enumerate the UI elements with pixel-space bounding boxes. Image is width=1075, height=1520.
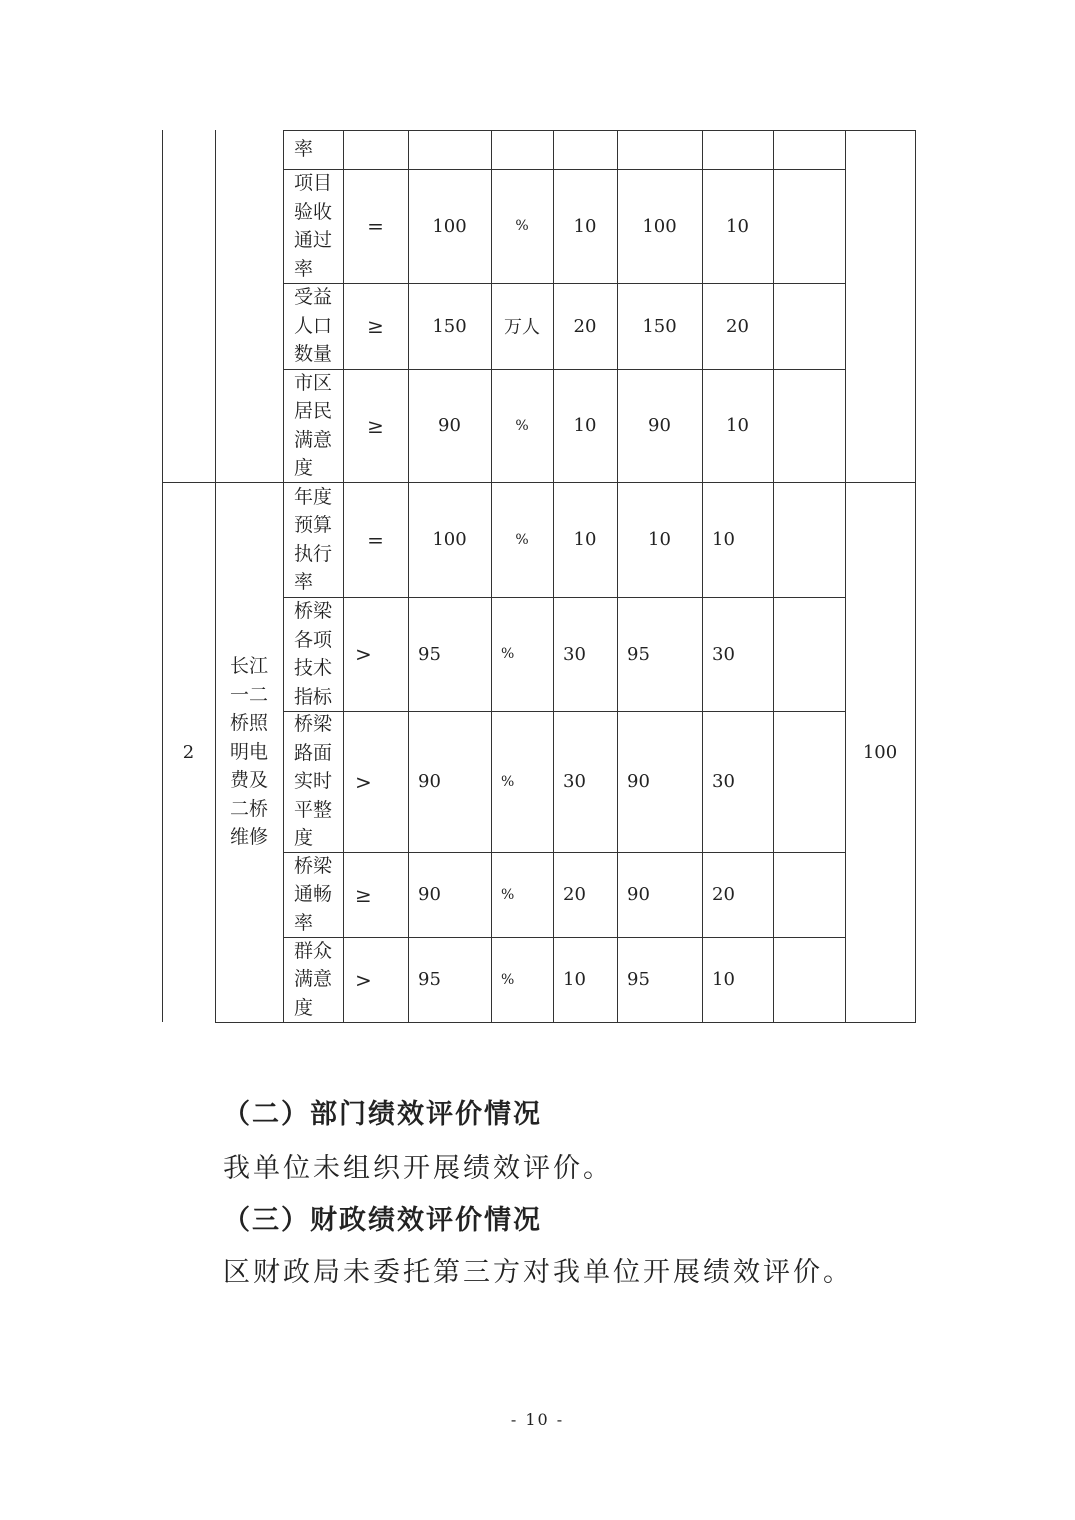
score-cell bbox=[702, 369, 773, 482]
unit: % bbox=[501, 773, 515, 790]
actual-value: 90 bbox=[648, 415, 671, 436]
operator-cell bbox=[343, 852, 408, 937]
score: 30 bbox=[712, 771, 735, 792]
project-total-cell bbox=[845, 482, 915, 1022]
project-number: 2 bbox=[182, 741, 195, 763]
weight-cell bbox=[553, 169, 617, 283]
weight: 20 bbox=[573, 315, 597, 337]
unit-cell bbox=[491, 937, 553, 1022]
weight-cell bbox=[553, 937, 617, 1022]
unit: % bbox=[515, 531, 529, 548]
target-cell bbox=[408, 937, 491, 1022]
operator-cell bbox=[343, 283, 408, 369]
weight-cell bbox=[553, 369, 617, 482]
page-number: - 10 - bbox=[510, 1410, 565, 1429]
actual-value: 90 bbox=[627, 884, 650, 905]
unit-cell bbox=[491, 369, 553, 482]
target-value: 90 bbox=[418, 884, 441, 905]
actual-value: 90 bbox=[627, 771, 650, 792]
unit: % bbox=[515, 218, 529, 234]
paragraph-fiscal-evaluation: 区财政局未委托第三方对我单位开展绩效评价。 bbox=[223, 1257, 853, 1288]
unit: 万人 bbox=[504, 317, 540, 338]
target-cell bbox=[408, 482, 491, 597]
section-heading-department-evaluation: （二）部门绩效评价情况 bbox=[223, 1099, 542, 1130]
target-cell bbox=[408, 283, 491, 369]
target-cell bbox=[408, 711, 491, 852]
project-name-cell bbox=[215, 482, 283, 1022]
target-cell bbox=[408, 597, 491, 711]
indicator-cell bbox=[283, 711, 343, 852]
actual-value: 150 bbox=[642, 315, 677, 337]
operator: ≥ bbox=[367, 314, 384, 338]
indicator-cell bbox=[283, 130, 343, 169]
indicator-cell bbox=[283, 283, 343, 369]
indicator-cell bbox=[283, 369, 343, 482]
operator-cell bbox=[343, 369, 408, 482]
project-name: 长江一二桥照明电费及二桥维修 bbox=[229, 655, 268, 849]
target-value: 100 bbox=[432, 215, 467, 237]
project-total-score: 100 bbox=[862, 741, 898, 763]
actual-cell bbox=[617, 937, 702, 1022]
grid-vline bbox=[773, 130, 774, 1022]
project-number-cell bbox=[162, 482, 215, 1022]
unit: % bbox=[501, 886, 515, 903]
score: 30 bbox=[712, 643, 735, 665]
actual-cell bbox=[617, 369, 702, 482]
operator: = bbox=[367, 214, 384, 238]
weight: 30 bbox=[563, 771, 586, 792]
indicator-name: 桥梁路面实时平整度 bbox=[294, 713, 333, 850]
indicator-name: 率 bbox=[294, 138, 314, 161]
unit: % bbox=[501, 971, 515, 988]
indicator-name: 市区居民满意度 bbox=[294, 371, 333, 479]
target-value: 95 bbox=[418, 643, 441, 665]
score-cell bbox=[702, 482, 773, 597]
operator: ≥ bbox=[355, 882, 372, 907]
target-value: 150 bbox=[432, 315, 467, 337]
actual-cell bbox=[617, 852, 702, 937]
weight-cell bbox=[553, 711, 617, 852]
indicator-name: 桥梁通畅率 bbox=[294, 854, 333, 934]
unit: % bbox=[501, 646, 515, 662]
operator: > bbox=[355, 642, 372, 666]
unit-cell bbox=[491, 169, 553, 283]
unit: % bbox=[515, 417, 529, 434]
score: 10 bbox=[726, 215, 749, 237]
score-cell bbox=[702, 597, 773, 711]
score: 20 bbox=[726, 315, 749, 337]
score-cell bbox=[702, 711, 773, 852]
indicator-cell bbox=[283, 937, 343, 1022]
target-cell bbox=[408, 852, 491, 937]
indicator-cell bbox=[283, 597, 343, 711]
unit-cell bbox=[491, 711, 553, 852]
paragraph-department-evaluation: 我单位未组织开展绩效评价。 bbox=[223, 1153, 613, 1184]
operator-cell bbox=[343, 169, 408, 283]
operator-cell bbox=[343, 937, 408, 1022]
operator: > bbox=[355, 769, 372, 794]
weight: 20 bbox=[563, 884, 586, 905]
actual-value: 10 bbox=[648, 529, 671, 550]
grid-vline bbox=[915, 130, 916, 1022]
operator-cell bbox=[343, 597, 408, 711]
score: 20 bbox=[712, 884, 735, 905]
unit-cell bbox=[491, 283, 553, 369]
actual-cell bbox=[617, 169, 702, 283]
actual-value: 95 bbox=[627, 643, 650, 665]
weight: 30 bbox=[563, 643, 586, 665]
actual-value: 100 bbox=[642, 215, 677, 237]
indicator-name: 项目验收通过率 bbox=[294, 172, 333, 280]
indicator-cell bbox=[283, 482, 343, 597]
weight-cell bbox=[553, 852, 617, 937]
operator-cell bbox=[343, 482, 408, 597]
target-value: 90 bbox=[438, 415, 461, 436]
target-value: 100 bbox=[432, 529, 467, 550]
operator-cell bbox=[343, 711, 408, 852]
grid-hline bbox=[283, 130, 916, 131]
weight-cell bbox=[553, 597, 617, 711]
operator: ≥ bbox=[367, 413, 384, 438]
score-cell bbox=[702, 283, 773, 369]
weight-cell bbox=[553, 482, 617, 597]
indicator-name: 群众满意度 bbox=[294, 939, 333, 1019]
indicator-name: 受益人口数量 bbox=[294, 286, 333, 366]
indicator-cell bbox=[283, 852, 343, 937]
weight-cell bbox=[553, 283, 617, 369]
indicator-cell bbox=[283, 169, 343, 283]
target-value: 95 bbox=[418, 969, 441, 990]
score: 10 bbox=[712, 969, 735, 990]
score: 10 bbox=[712, 529, 735, 550]
actual-value: 95 bbox=[627, 969, 650, 990]
target-value: 90 bbox=[418, 771, 441, 792]
unit-cell bbox=[491, 597, 553, 711]
target-cell bbox=[408, 169, 491, 283]
actual-cell bbox=[617, 711, 702, 852]
actual-cell bbox=[617, 482, 702, 597]
operator: = bbox=[367, 527, 384, 552]
weight: 10 bbox=[573, 215, 597, 237]
score-cell bbox=[702, 169, 773, 283]
operator: > bbox=[355, 967, 372, 992]
target-cell bbox=[408, 369, 491, 482]
unit-cell bbox=[491, 482, 553, 597]
indicator-name: 桥梁各项技术指标 bbox=[294, 600, 333, 708]
indicator-name: 年度预算执行率 bbox=[294, 485, 333, 593]
score: 10 bbox=[726, 415, 749, 436]
score-cell bbox=[702, 937, 773, 1022]
weight: 10 bbox=[573, 529, 597, 550]
weight: 10 bbox=[573, 415, 597, 436]
weight: 10 bbox=[563, 969, 586, 990]
actual-cell bbox=[617, 597, 702, 711]
section-heading-fiscal-evaluation: （三）财政绩效评价情况 bbox=[223, 1205, 542, 1236]
score-cell bbox=[702, 852, 773, 937]
unit-cell bbox=[491, 852, 553, 937]
actual-cell bbox=[617, 283, 702, 369]
